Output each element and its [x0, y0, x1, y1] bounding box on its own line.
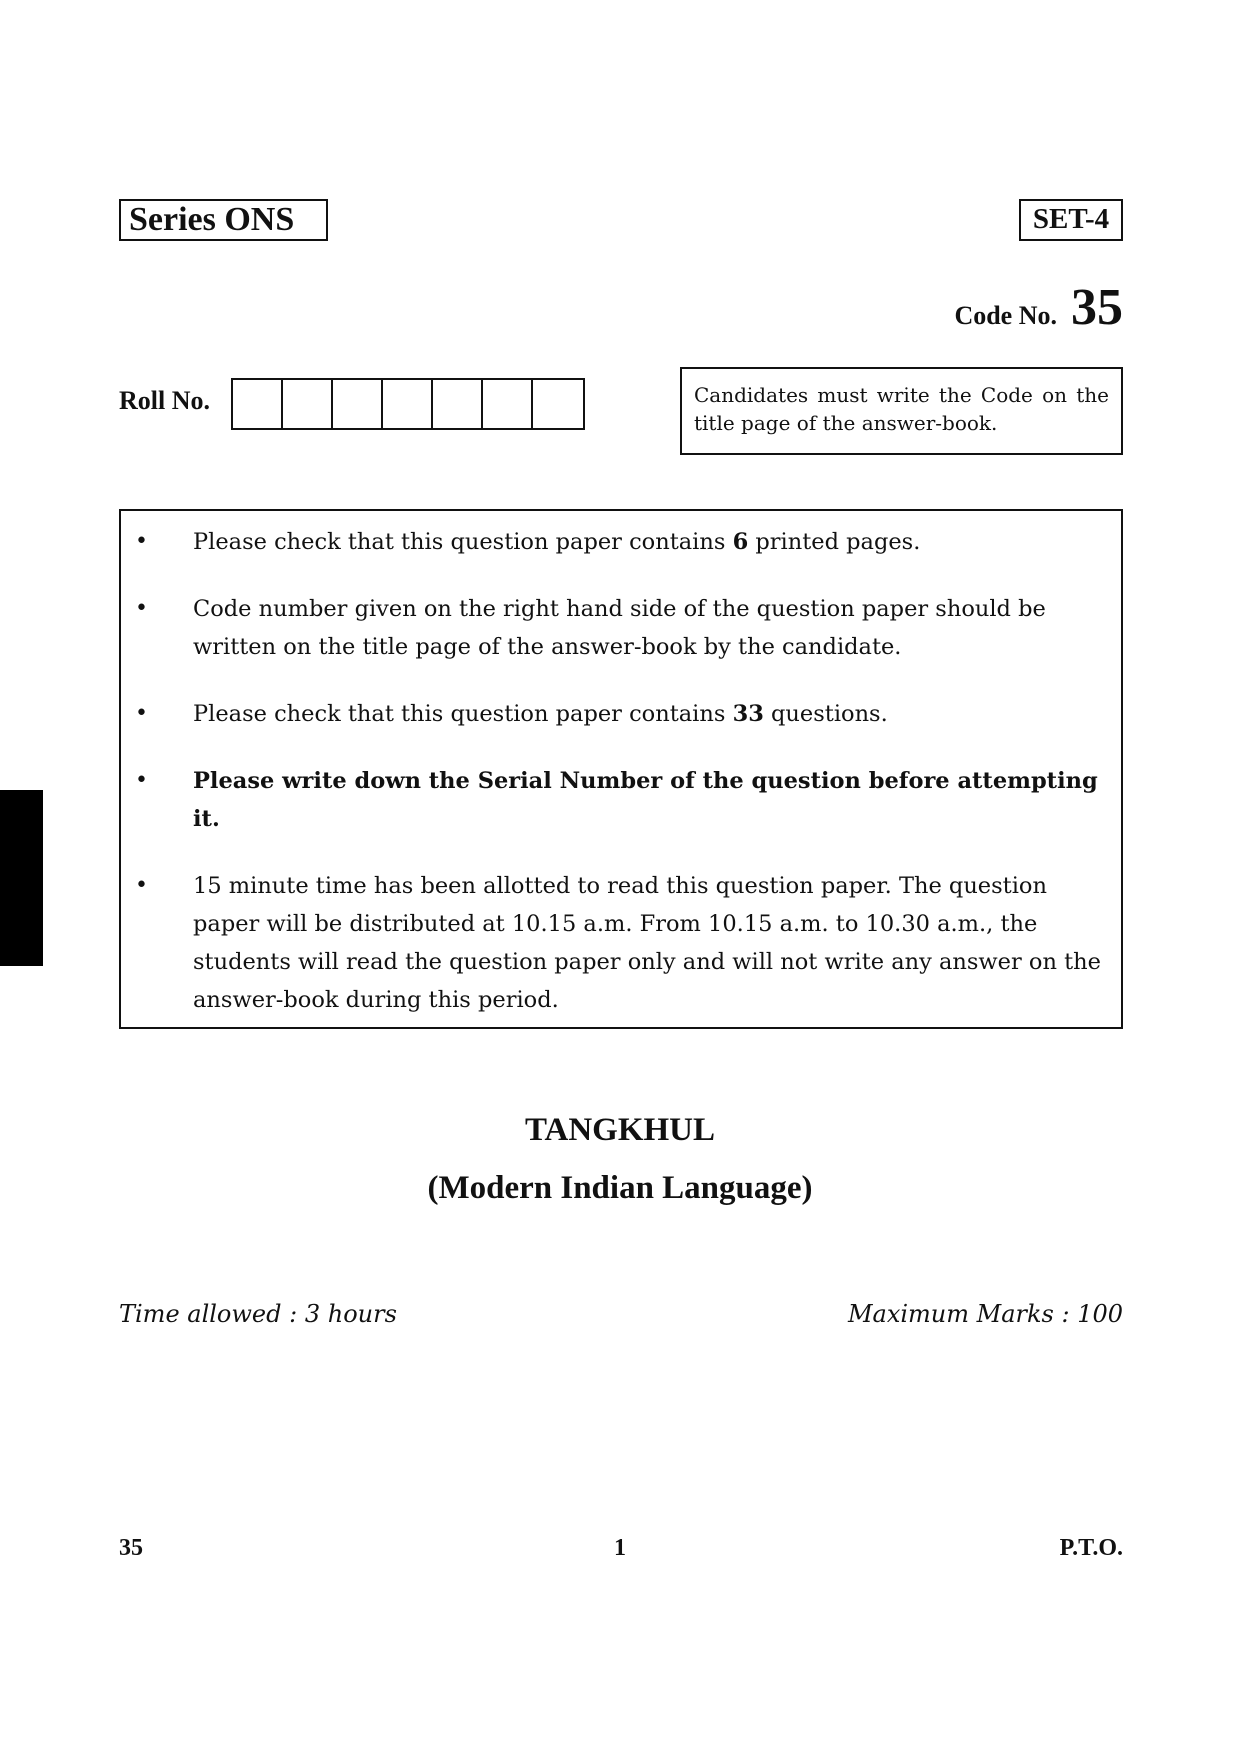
bullet-icon: •	[135, 529, 148, 554]
instruction-bold-text: 33	[732, 701, 764, 727]
instruction-text: Please check that this question paper contains	[193, 529, 733, 555]
set-label: SET-4	[1019, 199, 1123, 241]
subject-title: TANGKHUL	[524, 1112, 716, 1148]
series-label: Series ONS	[119, 199, 328, 241]
bullet-icon: •	[135, 873, 148, 898]
bullet-icon: •	[135, 596, 148, 621]
code-number: 35	[1071, 279, 1123, 336]
footer-code: 35	[119, 1535, 143, 1561]
page-number: 1	[614, 1535, 626, 1561]
instruction-bold-text: 6	[732, 529, 749, 555]
instructions-box	[119, 509, 1123, 1029]
instruction-item	[135, 695, 1101, 733]
roll-number-cell[interactable]	[333, 380, 383, 428]
roll-number-grid[interactable]	[231, 378, 585, 430]
instruction-text: 15 minute time has been allotted to read this question paper. The question paper will be distributed at 10.15 a.m. From 10.15 a.m. to 10.30 a.m., the students will read the question paper only and will not write any answer on the answer-book during this period.	[193, 873, 1101, 1013]
instruction-item	[135, 590, 1101, 666]
roll-number-cell[interactable]	[283, 380, 333, 428]
bullet-icon: •	[135, 768, 148, 793]
maximum-marks: Maximum Marks : 100	[847, 1300, 1123, 1328]
instruction-item	[135, 867, 1101, 1019]
instruction-text: questions.	[763, 701, 888, 727]
instruction-text: Please check that this question paper contains	[193, 701, 733, 727]
bullet-icon: •	[135, 701, 148, 726]
roll-number-cell[interactable]	[433, 380, 483, 428]
code-label: Code No.	[954, 301, 1057, 330]
subject-subtitle: (Modern Indian Language)	[427, 1170, 813, 1206]
pto-label: P.T.O.	[1059, 1535, 1123, 1561]
roll-number-cell[interactable]	[383, 380, 433, 428]
instruction-bold-text: Please write down the Serial Number of the question before attempting it.	[193, 768, 1098, 832]
roll-number-cell[interactable]	[483, 380, 533, 428]
code-number-line	[954, 280, 1123, 336]
margin-marker-bar	[0, 790, 43, 966]
instruction-item	[135, 762, 1101, 838]
roll-number-cell[interactable]	[233, 380, 283, 428]
code-notice-box: Candidates must write the Code on the title page of the answer-book.	[680, 367, 1123, 455]
time-allowed: Time allowed : 3 hours	[119, 1300, 397, 1328]
instruction-text: Code number given on the right hand side of the question paper should be written on the title page of the answer-book by the candidate.	[193, 596, 1046, 660]
roll-number-cell[interactable]	[533, 380, 583, 428]
roll-number-label: Roll No.	[119, 386, 210, 415]
instruction-item	[135, 523, 1101, 561]
instruction-text: printed pages.	[748, 529, 921, 555]
